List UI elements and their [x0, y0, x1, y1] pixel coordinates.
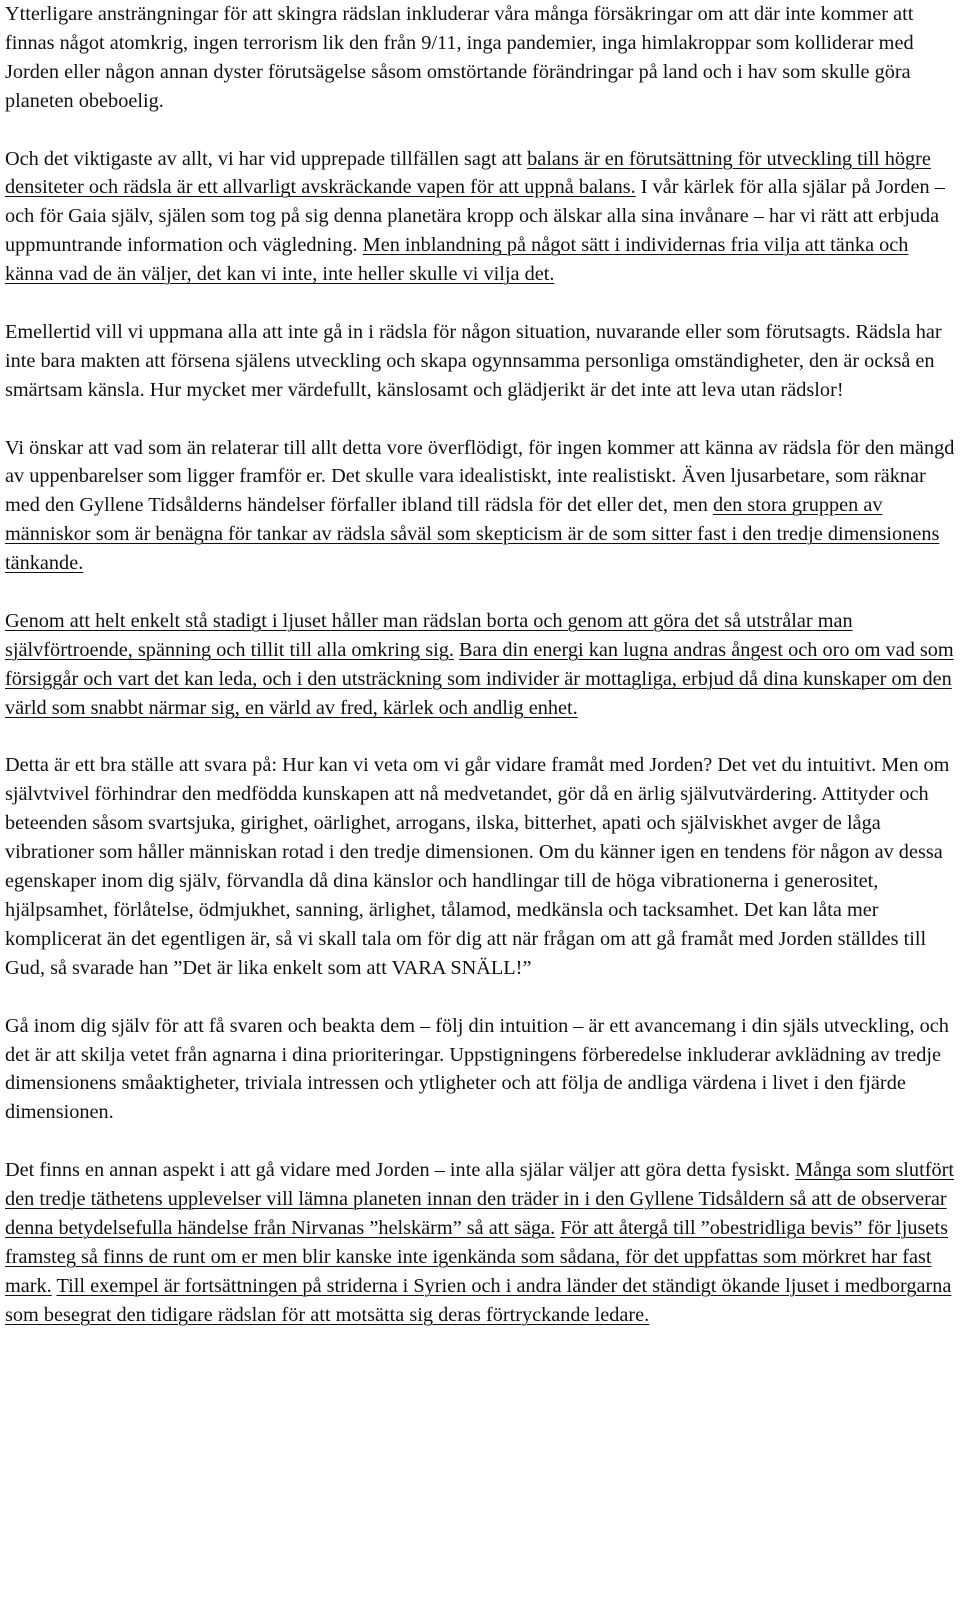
paragraph-fear — [5, 318, 955, 405]
underlined-text-run: Många som slutfört den tredje täthetens upplevelser vill lämna planeten innan den träder in i den Gyllene Tidsåldern så att de observerar denna betydelsefulla händelse från Nirvanas ”helskärm” så att säga. — [5, 1159, 954, 1239]
paragraph-moving-forward — [5, 751, 955, 982]
text-run: Detta är ett bra ställe att svara på: Hur kan vi veta om vi går vidare framåt med Jorden? Det vet du intuitivt. Men om självtvivel förhindrar den medfödda kunskapen att nå medvetandet, gör då en ärlig självutvärdering. Attityder och beteenden såsom svartsjuka, girighet, oärlighet, arrogans, ilska, bitterhet, apati och själviskhet avger de låga vibrationer som håller människan rotad i den tredje dimensionen. Om du känner igen en tendens för någon av dessa egenskaper inom dig själv, förvandla då dina känslor och handlingar till de höga vibrationerna i generositet, hjälpsamhet, förlåtelse, ödmjukhet, sanning, ärlighet, tålamod, medkänsla och tacksamhet. Det kan låta mer komplicerat än det egentligen är, så vi skall tala om för dig att när frågan om att gå framåt med Jorden ställdes till Gud, så svarade han ”Det är lika enkelt som att VARA SNÄLL!” — [5, 754, 950, 979]
underlined-text-run: balans är en förutsättning för utveckling till högre densiteter och rädsla är ett allvarligt avskräckande vapen för att uppnå balans. — [5, 147, 931, 199]
paragraph-another-aspect — [5, 1156, 955, 1329]
underlined-text-run: Bara din energi kan lugna andras ångest och oro om vad som försiggår och vart det kan leda, och i den utsträckning som individer är mottagliga, erbjud då dina kunskaper om den värld som snabbt närmar sig, en värld av fred, kärlek och andlig enhet. — [5, 638, 954, 719]
text-run: Och det viktigaste av allt, vi har vid upprepade tillfällen sagt att — [5, 147, 528, 170]
underlined-text-run: För att återgå till ”obestridliga bevis” för ljusets framsteg så finns de runt om er men blir kanske inte igenkända som sådana, för det uppfattas som mörkret har fast mark. — [5, 1216, 948, 1297]
text-run: Ytterligare ansträngningar för att skingra rädslan inkluderar våra många försäkringar om att där inte kommer att finnas något atomkrig, ingen terrorism lik den från 9/11, inga pandemier, inga himlakroppar som kolliderar med Jorden eller någon annan dyster förutsägelse såsom omstörtande förändringar på land och i hav som skulle göra planeten obeboelig. — [5, 3, 914, 112]
underlined-text-run: Men inblandning på något sätt i individernas fria vilja att tänka och känna vad de än väljer, det kan vi inte, inte heller skulle vi vilja det. — [5, 234, 909, 286]
underlined-text-run: Genom att helt enkelt stå stadigt i ljuset håller man rädslan borta och genom att göra det så utstrålar man självförtroende, spänning och tillit till alla omkring sig. — [5, 609, 853, 661]
paragraph-lightworkers — [5, 434, 955, 579]
paragraph-stand-in-light — [5, 607, 955, 723]
text-run: Emellertid vill vi uppmana alla att inte gå in i rädsla för någon situation, nuvarande eller som förutsagts. Rädsla har inte bara makten att försena själens utveckling och skapa ogynnsamma personliga omständigheter, den är också en smärtsam känsla. Hur mycket mer värdefullt, känslosamt och glädjerikt är det inte att leva utan rädslor! — [5, 320, 942, 401]
paragraph-reassurances — [5, 0, 955, 116]
paragraph-go-within — [5, 1012, 955, 1128]
text-run: Vi önskar att vad som än relaterar till allt detta vore överflödigt, för ingen kommer att känna av rädsla för den mängd av uppenbarelser som ligger framför er. Det skulle vara idealistiskt, inte realistiskt. Även ljusarbetare, som räknar med den Gyllene Tidsålderns händelser förfaller ibland till rädsla för det eller det, men — [5, 436, 955, 517]
text-run: Gå inom dig själv för att få svaren och beakta dem – följ din intuition – är ett avancemang i din själs utveckling, och det är att skilja vetet från agnarna i dina prioriteringar. Uppstigningens förberedelse inkluderar avklädning av tredje dimensionens småaktigheter, triviala intressen och ytligheter och att följa de andliga värdena i livet i den fjärde dimensionen. — [5, 1014, 949, 1124]
text-run: I vår kärlek för alla själar på Jorden – och för Gaia själv, själen som tog på sig denna planetära kropp och älskar alla sina invånare – har vi rätt att erbjuda uppmuntrande information och vägledning. — [5, 176, 945, 257]
underlined-text-run: den stora gruppen av människor som är benägna för tankar av rädsla såväl som skepticism är de som sitter fast i den tredje dimensionens tänkande. — [5, 494, 940, 575]
document-page — [5, 0, 955, 1358]
paragraph-balance — [5, 145, 955, 290]
underlined-text-run: Till exempel är fortsättningen på striderna i Syrien och i andra länder det ständigt ökande ljuset i medborgarna som besegrat den tidigare rädslan för att motsätta sig deras förtryckande ledare. — [5, 1274, 952, 1326]
text-run: Det finns en annan aspekt i att gå vidare med Jorden – inte alla själar väljer att göra detta fysiskt. — [5, 1159, 796, 1182]
